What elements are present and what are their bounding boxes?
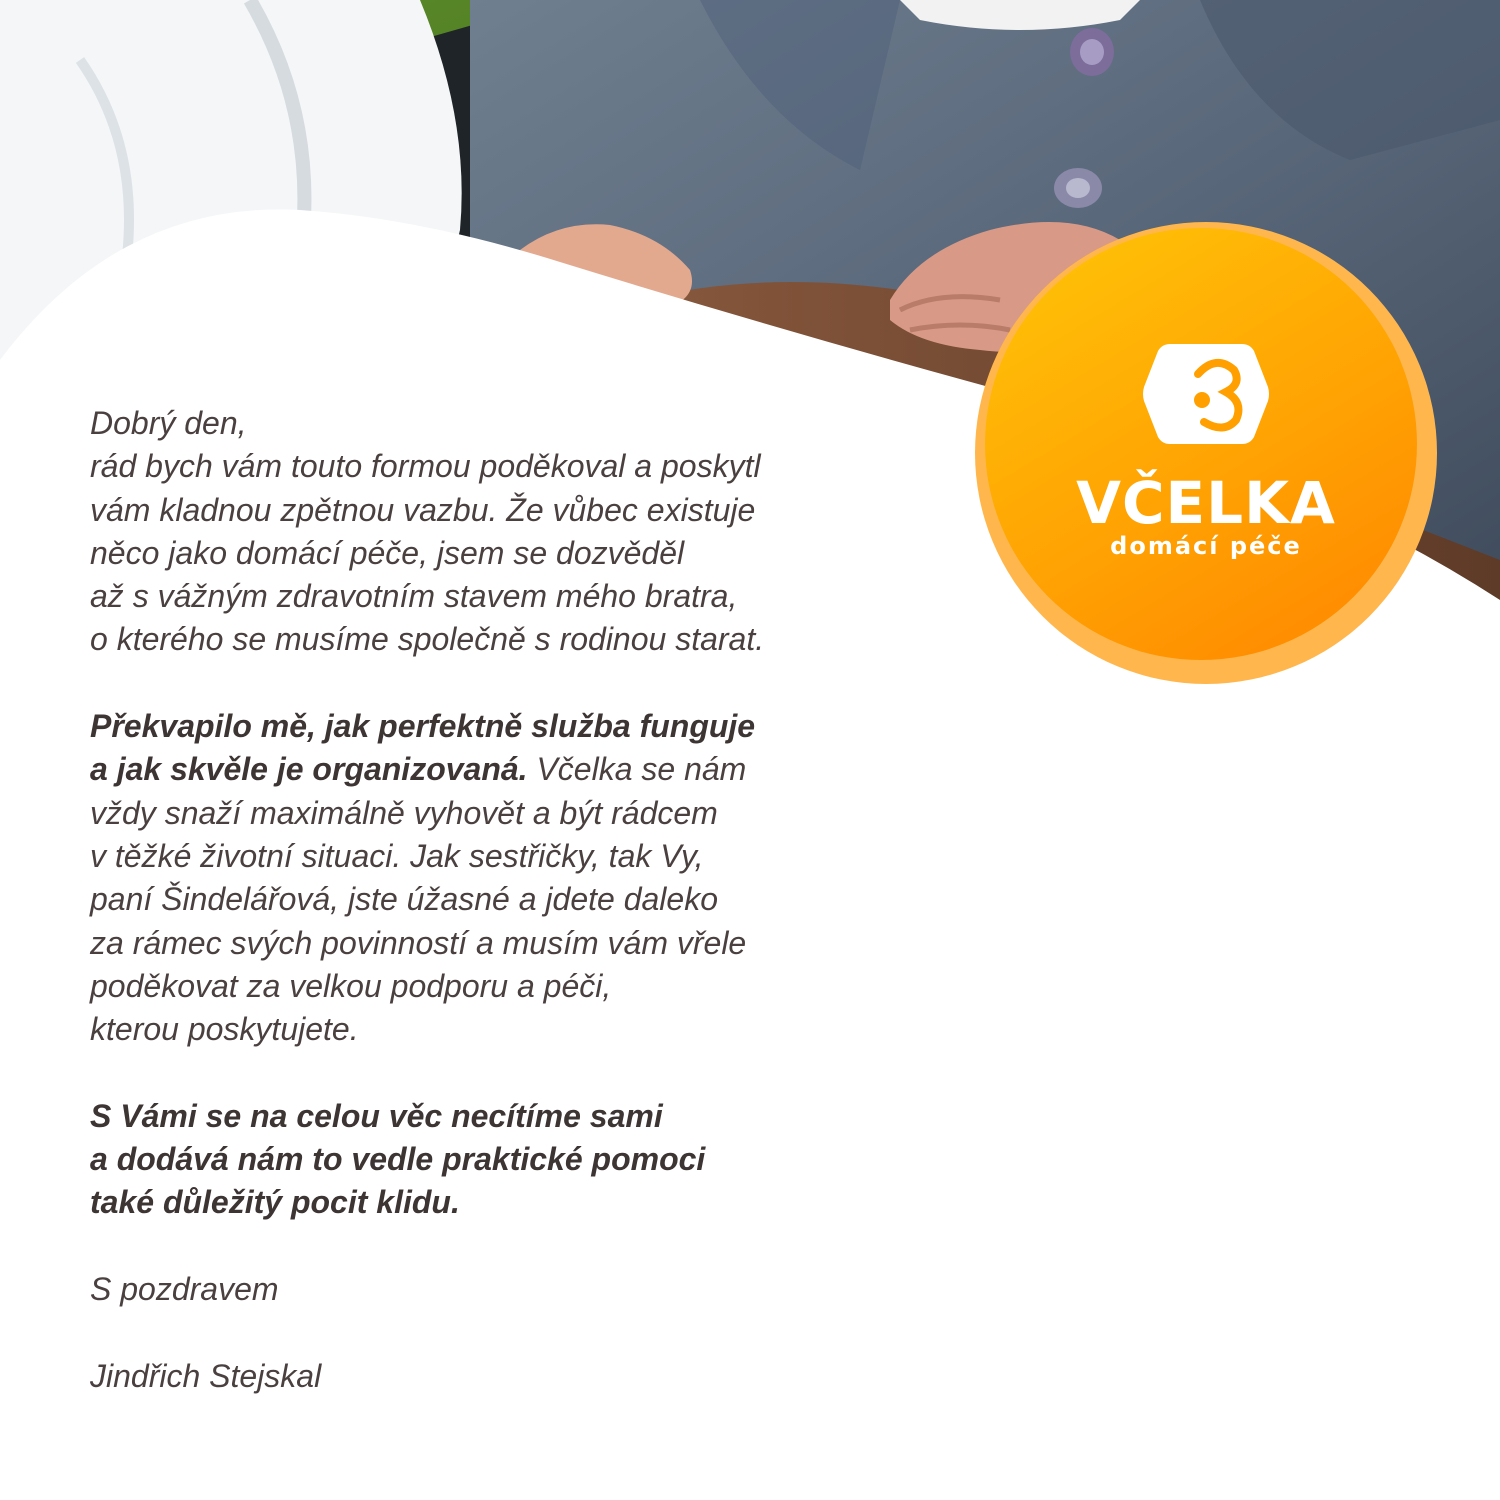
letter-line: o kterého se musíme společně s rodinou starat. xyxy=(90,621,765,658)
brand-badge xyxy=(975,222,1437,684)
bold-phrase: také důležitý pocit klidu. xyxy=(90,1184,460,1221)
letter-line: rád bych vám touto formou poděkoval a poskytl xyxy=(90,448,761,485)
bold-phrase: S Vámi se na celou věc necítíme sami xyxy=(90,1097,663,1134)
letter-line xyxy=(90,1181,890,1224)
letter-line: poděkovat za velkou podporu a péči, xyxy=(90,967,612,1004)
letter-line: paní Šindelářová, jste úžasné a jdete daleko xyxy=(90,881,718,918)
bold-phrase: a jak skvěle je organizovaná. xyxy=(90,751,528,788)
letter-line: vždy snaží maximálně vyhovět a být rádcem xyxy=(90,794,718,831)
letter-line xyxy=(90,705,890,748)
badge-circle xyxy=(975,222,1437,684)
letter-text: Včelka se nám xyxy=(527,751,747,788)
letter-line xyxy=(90,748,890,791)
letter-body xyxy=(90,402,890,1398)
paragraph-gap xyxy=(90,662,890,705)
letter-line xyxy=(90,1138,890,1181)
letter-line: až s vážným zdravotním stavem mého bratra, xyxy=(90,578,738,615)
letter-line: v těžké životní situaci. Jak sestřičky, tak Vy, xyxy=(90,837,704,874)
letter-line: něco jako domácí péče, jsem se dozvěděl xyxy=(90,534,685,571)
bee-hexagon-icon xyxy=(1143,344,1269,444)
paragraph-gap xyxy=(90,1225,890,1268)
brand-name: VČELKA xyxy=(1076,469,1336,537)
letter-line: vám kladnou zpětnou vazbu. Že vůbec existuje xyxy=(90,491,756,528)
letter-closing: S pozdravem xyxy=(90,1270,279,1307)
paragraph-gap xyxy=(90,1311,890,1354)
bold-phrase: Překvapilo mě, jak perfektně služba funguje xyxy=(90,708,756,745)
brand-tagline: domácí péče xyxy=(1110,532,1302,560)
letter-line: kterou poskytujete. xyxy=(90,1011,359,1048)
letter-line: za rámec svých povinností a musím vám vřele xyxy=(90,924,747,961)
letter-line xyxy=(90,1095,890,1138)
paragraph-gap xyxy=(90,1051,890,1094)
letter-signature: Jindřich Stejskal xyxy=(90,1357,322,1394)
bold-phrase: a dodává nám to vedle praktické pomoci xyxy=(90,1141,706,1178)
letter-greeting: Dobrý den, xyxy=(90,405,247,441)
